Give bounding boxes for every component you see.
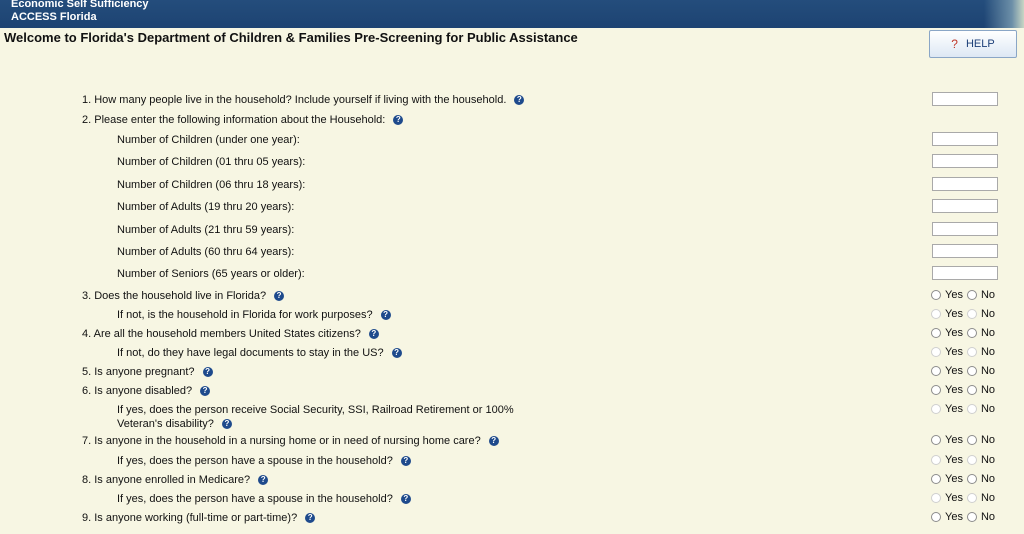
info-icon[interactable]: ? [222, 419, 232, 429]
info-icon[interactable]: ? [392, 348, 402, 358]
yes-radio[interactable] [931, 366, 941, 376]
info-icon[interactable]: ? [305, 513, 315, 523]
yes-radio[interactable] [931, 328, 941, 338]
header-program-name: Economic Self Sufficiency [11, 0, 149, 10]
no-radio[interactable] [967, 435, 977, 445]
question-legal-documents: If not, do they have legal documents to stay in the US? ? [117, 346, 402, 360]
app-header [0, 0, 1024, 28]
nursing-spouse-radio-group: Yes No [931, 453, 999, 467]
nursing-home-radio-group: Yes No [931, 433, 999, 447]
no-radio[interactable] [967, 309, 977, 319]
label-adults-21-59: Number of Adults (21 thru 59 years): [117, 224, 295, 236]
question-disabled: 6. Is anyone disabled? ? [82, 384, 210, 398]
info-icon[interactable]: ? [381, 310, 391, 320]
live-in-florida-radio-group: Yes No [931, 288, 999, 302]
yes-radio[interactable] [931, 474, 941, 484]
medicare-spouse-radio-group: Yes No [931, 491, 999, 505]
yes-radio[interactable] [931, 404, 941, 414]
no-radio[interactable] [967, 290, 977, 300]
info-icon[interactable]: ? [200, 386, 210, 396]
help-label: HELP [965, 38, 995, 50]
label-adults-19-20: Number of Adults (19 thru 20 years): [117, 201, 295, 213]
working-radio-group: Yes No [931, 510, 999, 524]
yes-radio[interactable] [931, 493, 941, 503]
us-citizens-radio-group: Yes No [931, 326, 999, 340]
household-size-input[interactable] [932, 92, 998, 106]
info-icon[interactable]: ? [401, 494, 411, 504]
yes-radio[interactable] [931, 347, 941, 357]
adults-21-59-input[interactable] [932, 222, 998, 236]
no-radio[interactable] [967, 404, 977, 414]
medicare-radio-group: Yes No [931, 472, 999, 486]
question-disability-benefits: If yes, does the person receive Social Security, SSI, Railroad Retirement or 100% Veteran's disability? ? [117, 404, 514, 430]
disabled-radio-group: Yes No [931, 383, 999, 397]
info-icon[interactable]: ? [274, 291, 284, 301]
no-radio[interactable] [967, 366, 977, 376]
page-title: Welcome to Florida's Department of Children & Families Pre-Screening for Public Assistance [4, 30, 578, 45]
info-icon[interactable]: ? [369, 329, 379, 339]
no-radio[interactable] [967, 347, 977, 357]
info-icon[interactable]: ? [514, 95, 524, 105]
question-household-size: 1. How many people live in the household? Include yourself if living with the household. ? [82, 93, 524, 107]
help-icon: ? [951, 37, 958, 51]
no-radio[interactable] [967, 455, 977, 465]
info-icon[interactable]: ? [401, 456, 411, 466]
label-children-under-1: Number of Children (under one year): [117, 134, 300, 146]
question-medicare: 8. Is anyone enrolled in Medicare? ? [82, 473, 268, 487]
label-adults-60-64: Number of Adults (60 thru 64 years): [117, 246, 295, 258]
no-radio[interactable] [967, 493, 977, 503]
work-purposes-radio-group: Yes No [931, 307, 999, 321]
question-work-purposes: If not, is the household in Florida for work purposes? ? [117, 308, 391, 322]
adults-19-20-input[interactable] [932, 199, 998, 213]
yes-radio[interactable] [931, 435, 941, 445]
yes-radio[interactable] [931, 309, 941, 319]
info-icon[interactable]: ? [258, 475, 268, 485]
no-radio[interactable] [967, 512, 977, 522]
adults-60-64-input[interactable] [932, 244, 998, 258]
yes-radio[interactable] [931, 385, 941, 395]
label-children-01-05: Number of Children (01 thru 05 years): [117, 156, 306, 168]
help-button[interactable] [929, 30, 1017, 58]
yes-radio[interactable] [931, 512, 941, 522]
children-under-1-input[interactable] [932, 132, 998, 146]
label-seniors-65: Number of Seniors (65 years or older): [117, 268, 305, 280]
question-household-info: 2. Please enter the following information about the Household: ? [82, 113, 403, 127]
no-radio[interactable] [967, 474, 977, 484]
question-working: 9. Is anyone working (full-time or part-time)? ? [82, 511, 315, 525]
info-icon[interactable]: ? [393, 115, 403, 125]
label-children-06-18: Number of Children (06 thru 18 years): [117, 179, 306, 191]
info-icon[interactable]: ? [203, 367, 213, 377]
children-01-05-input[interactable] [932, 154, 998, 168]
no-radio[interactable] [967, 328, 977, 338]
question-us-citizens: 4. Are all the household members United States citizens? ? [82, 327, 379, 341]
seniors-65-input[interactable] [932, 266, 998, 280]
yes-radio[interactable] [931, 290, 941, 300]
pregnant-radio-group: Yes No [931, 364, 999, 378]
disability-benefits-radio-group: Yes No [931, 402, 999, 416]
question-live-in-florida: 3. Does the household live in Florida? ? [82, 289, 284, 303]
info-icon[interactable]: ? [489, 436, 499, 446]
yes-radio[interactable] [931, 455, 941, 465]
children-06-18-input[interactable] [932, 177, 998, 191]
question-medicare-spouse: If yes, does the person have a spouse in the household? ? [117, 492, 411, 506]
no-radio[interactable] [967, 385, 977, 395]
question-nursing-home: 7. Is anyone in the household in a nursing home or in need of nursing home care? ? [82, 434, 499, 448]
question-nursing-spouse: If yes, does the person have a spouse in the household? ? [117, 454, 411, 468]
header-decoration [984, 0, 1024, 28]
question-pregnant: 5. Is anyone pregnant? ? [82, 365, 213, 379]
legal-documents-radio-group: Yes No [931, 345, 999, 359]
header-app-name: ACCESS Florida [11, 11, 97, 23]
